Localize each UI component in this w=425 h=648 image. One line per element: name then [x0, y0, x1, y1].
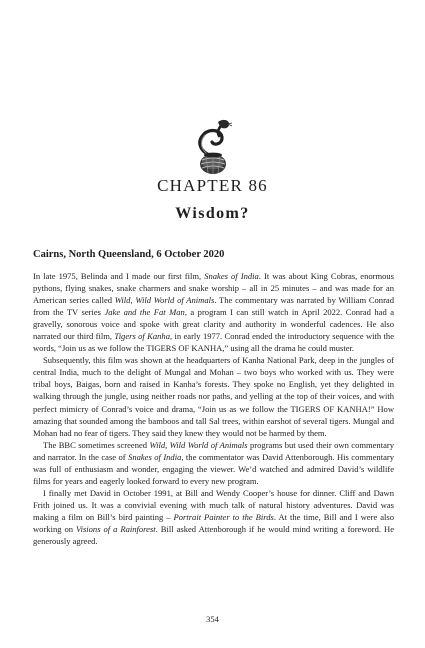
text-run: . It was about King Cobras, enormous pythons, flying snakes, snake charmers and snake worship – all in 25 minutes – and was made for an American series called — [33, 271, 394, 306]
italic-title: Portrait Painter to the Birds — [173, 511, 274, 522]
page-number: 354 — [206, 614, 219, 624]
text-run: I finally met David in October 1991, at Bill and Wendy Cooper’s house for dinner. Cliff and Dawn Frith joined us. It was a convivial evening with much talk of natural history adventures. David was making a film on Bill’s bird painting – — [33, 487, 394, 522]
italic-title: Wild, Wild World of Animals — [114, 295, 215, 306]
text-run: Subsequently, this film was shown at the headquarters of Kanha National Park, deep in the jungles of central India, much to the delight of Mungal and Mohan – two boys who worked with us. They were tribal boys, Baigas, born and raised in Kanha’s forests. They spoke no English, yet they delighted in walking through the jungle, using neither roads nor paths, and yelling at the top of their voices, and with perfect mimicry of Conrad’s voice and drama, “Join us as we follow the TIGERS OF KANHA!” How amazing that sounded among the bamboos and tall Sal trees, within earshot of several tigers. Mungal and Mohan had no fear of tigers. They said they knew they would not be harmed by them. — [33, 355, 394, 438]
text-run: In late 1975, Belinda and I made our first film, — [33, 271, 205, 281]
text-run: . The commentary was narrated by William Conrad from the TV series — [33, 295, 394, 318]
italic-title: Snakes of India — [204, 271, 259, 281]
snake-charmer-basket-icon — [182, 112, 244, 176]
text-run: . Bill asked Attenborough if he would mind writing a foreword. He generously agreed. — [33, 523, 394, 547]
paragraph — [33, 270, 394, 354]
text-run: , in early 1977. Conrad ended the introductory sequence with the words, “Join us as we follow the TIGERS OF KANHA,” using all the drama he could muster. — [33, 331, 394, 354]
italic-title: Jake and the Fat Man — [104, 307, 185, 318]
text-run: . At the time, Bill and I were also working on — [33, 511, 394, 534]
text-run: programs but used their own commentary and narrator. In the case of — [33, 439, 394, 462]
italic-title: Wild, Wild World of Animals — [149, 439, 248, 450]
paragraph — [33, 487, 394, 547]
text-run: , the commentator was David Attenborough. His commentary was full of enthusiasm and wonder, engaging the viewer. We’d watched and admired David’s wildlife films for years and eagerly looked forward to every new program. — [33, 451, 394, 486]
paragraph — [33, 354, 394, 438]
chapter-body — [33, 270, 394, 547]
italic-title: Visions of a Rainforest — [76, 523, 156, 534]
chapter-number: CHAPTER 86 — [157, 176, 268, 195]
paragraph — [33, 439, 394, 487]
italic-title: Tigers of Kanha — [114, 331, 170, 342]
text-run: , a program I can still watch in April 2022. Conrad had a gravelly, sonorous voice and spoke with great clarity and authority in wonderful cadences. He also narrated our third film, — [33, 307, 394, 342]
italic-title: Snakes of India — [128, 451, 182, 462]
text-run: The BBC sometimes screened — [43, 439, 150, 450]
chapter-title: Wisdom? — [175, 205, 250, 222]
dateline: Cairns, North Queensland, 6 October 2020 — [33, 249, 225, 260]
